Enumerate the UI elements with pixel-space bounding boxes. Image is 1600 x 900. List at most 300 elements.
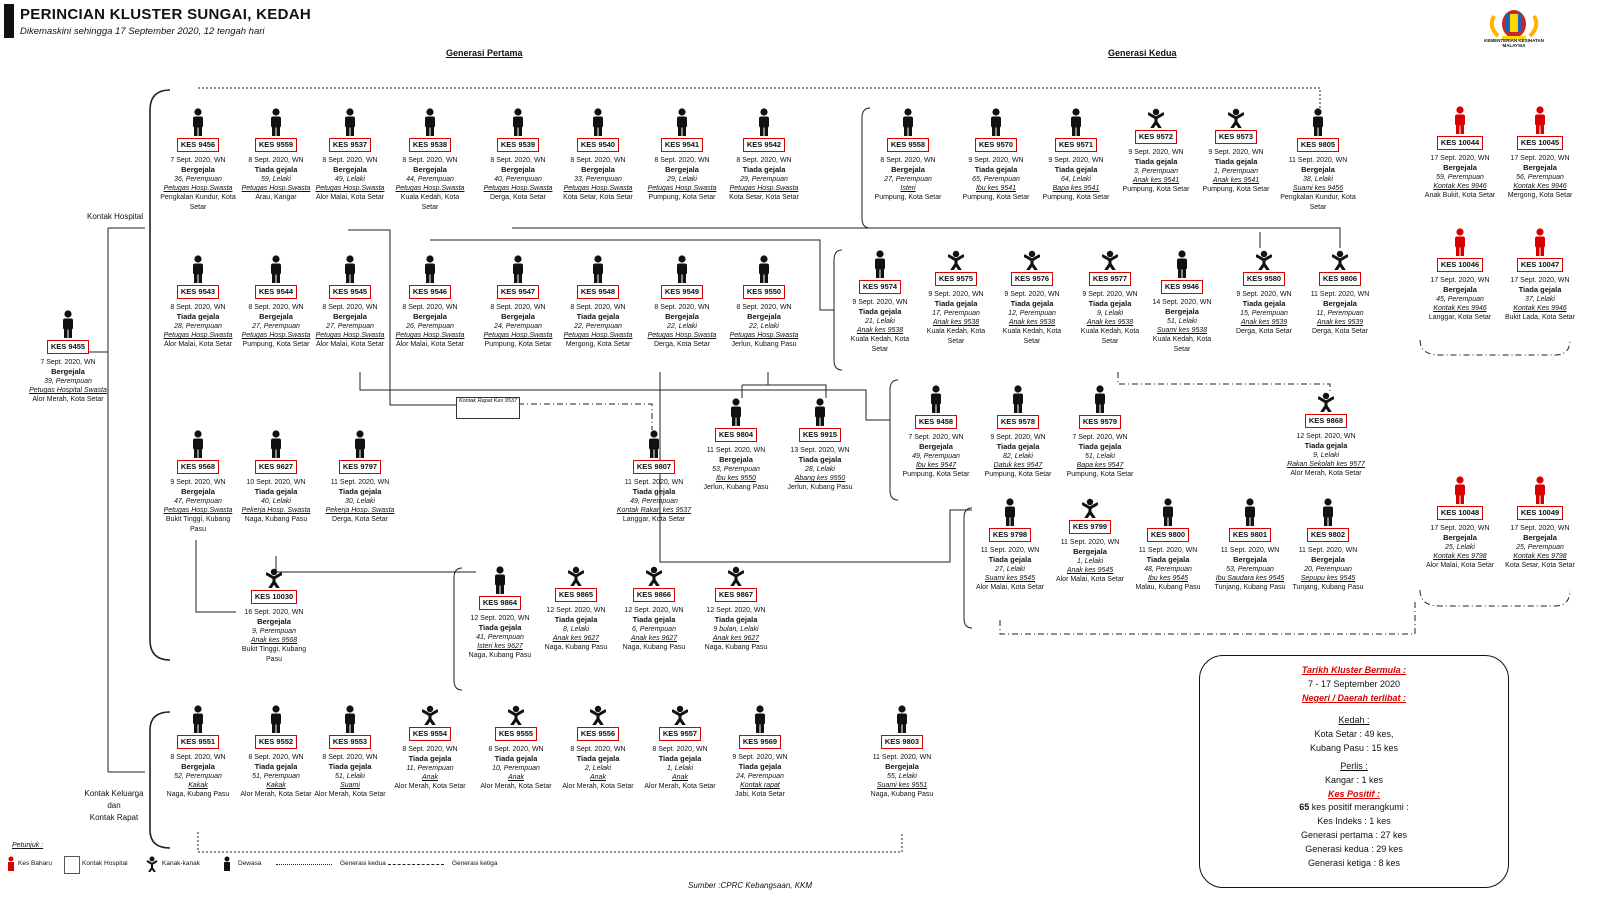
case-date: 14 Sept. 2020, WN — [1152, 298, 1212, 306]
new-case-icon — [1453, 106, 1467, 134]
case-relation: Petugas Hosp.Swasta — [647, 332, 717, 340]
adult-icon — [1243, 498, 1257, 526]
case-location: Tunjang, Kubang Pasu — [1214, 584, 1286, 592]
case-date: 9 Sept. 2020, WN — [968, 156, 1024, 164]
case-relation: Ibu kes 9541 — [975, 185, 1017, 193]
case-relation: Petugas Hosp.Swasta — [241, 332, 311, 340]
summary-dates: 7 - 17 September 2020 — [1307, 678, 1401, 689]
case-node — [238, 705, 314, 800]
case-node — [698, 398, 774, 493]
case-status: Tiada gejala — [338, 487, 382, 497]
case-location: Kota Setar, Kota Setar — [729, 194, 799, 202]
case-relation: Anak kes 9539 — [1316, 319, 1364, 327]
case-relation: Suami — [340, 782, 360, 790]
case-node — [480, 255, 556, 350]
new-case-icon — [1453, 476, 1467, 504]
case-node — [898, 385, 974, 480]
case-info: 28, Perempuan — [174, 323, 222, 331]
case-status: Tiada gejala — [1214, 157, 1258, 167]
case-id: KES 9558 — [887, 138, 929, 152]
case-status: Bergejala — [1443, 533, 1477, 543]
case-id: KES 9576 — [1011, 272, 1053, 286]
case-id: KES 9537 — [329, 138, 371, 152]
case-info: 49, Perempuan — [630, 498, 678, 506]
case-id: KES 9542 — [743, 138, 785, 152]
case-relation: Kakak — [188, 782, 208, 790]
adult-icon — [675, 255, 689, 283]
case-location: Bukit Lada, Kota Setar — [1504, 314, 1576, 322]
case-node — [642, 705, 718, 792]
case-date: 9 Sept. 2020, WN — [732, 753, 788, 761]
case-info: 20, Perempuan — [1304, 566, 1352, 574]
case-info: 59, Perempuan — [1436, 174, 1484, 182]
case-location: Langgar, Kota Setar — [622, 516, 686, 524]
case-date: 7 Sept. 2020, WN — [1072, 433, 1128, 441]
case-info: 53, Perempuan — [712, 466, 760, 474]
case-node — [616, 566, 692, 653]
case-node — [392, 255, 468, 350]
case-relation: Pekerja Hosp. Swasta — [325, 507, 395, 515]
case-status: Tiada gejala — [176, 312, 220, 322]
case-relation: Petugas Hosp.Swasta — [163, 332, 233, 340]
case-info: 11, Perempuan — [406, 765, 454, 773]
case-relation: Petugas Hosp.Swasta — [315, 332, 385, 340]
case-relation: Petugas Hosp.Swasta — [647, 185, 717, 193]
case-node — [238, 255, 314, 350]
case-location: Alor Merah, Kota Setar — [480, 783, 552, 791]
case-info: 56, Perempuan — [1516, 174, 1564, 182]
case-status: Bergejala — [919, 442, 953, 452]
adult-icon — [989, 108, 1003, 136]
case-node — [994, 250, 1070, 346]
case-id: KES 9572 — [1135, 130, 1177, 144]
case-info: 25, Lelaki — [1445, 544, 1475, 552]
case-status: Bergejala — [181, 762, 215, 772]
adult-icon — [1069, 108, 1083, 136]
case-date: 11 Sept. 2020, WN — [1138, 546, 1198, 554]
case-date: 8 Sept. 2020, WN — [736, 303, 792, 311]
case-date: 9 Sept. 2020, WN — [1082, 290, 1138, 298]
case-info: 11, Perempuan — [1316, 310, 1364, 318]
case-date: 11 Sept. 2020, WN — [980, 546, 1040, 554]
case-relation: Kontak Kes 9798 — [1513, 553, 1567, 561]
case-location: Naga, Kubang Pasu — [622, 644, 686, 652]
case-location: Langgar, Kota Setar — [1428, 314, 1492, 322]
case-status: Tiada gejala — [554, 615, 598, 625]
case-location: Bukit Tinggi, Kubang Pasu — [165, 516, 231, 533]
case-status: Bergejala — [257, 617, 291, 627]
summary-kedah-kubangpasu: Kubang Pasu : 15 kes — [1309, 742, 1399, 753]
case-node — [1130, 498, 1206, 593]
case-node — [238, 430, 314, 525]
case-info: 27, Lelaki — [995, 566, 1025, 574]
case-status: Tiada gejala — [714, 615, 758, 625]
case-date: 8 Sept. 2020, WN — [654, 156, 710, 164]
case-status: Bergejala — [1073, 547, 1107, 557]
case-id: KES 9577 — [1089, 272, 1131, 286]
case-node — [560, 255, 636, 350]
case-relation: Kontak rapat — [740, 782, 780, 790]
adult-icon — [343, 705, 357, 733]
case-relation: Petugas Hosp.Swasta — [729, 185, 799, 193]
case-node — [726, 255, 802, 350]
case-node — [478, 705, 554, 792]
case-status: Bergejala — [747, 312, 781, 322]
case-id: KES 9553 — [329, 735, 371, 749]
case-id: KES 9865 — [555, 588, 597, 602]
case-node — [322, 430, 398, 525]
case-relation: Anak — [672, 774, 688, 782]
case-info: 27, Perempuan — [326, 323, 374, 331]
case-info: 9, Lelaki — [1312, 452, 1340, 460]
adult-icon — [511, 108, 525, 136]
case-status: Bergejala — [181, 165, 215, 175]
case-node — [462, 566, 538, 661]
case-relation: Petugas Hosp.Swasta — [563, 185, 633, 193]
case-location: Alor Merah, Kota Setar — [314, 791, 386, 799]
child-icon — [1228, 108, 1244, 128]
case-id: KES 9575 — [935, 272, 977, 286]
case-status: Tiada gejala — [988, 555, 1032, 565]
case-relation: Anak kes 9541 — [1212, 177, 1260, 185]
case-relation: Ibu kes 9547 — [915, 462, 957, 470]
adult-icon — [423, 255, 437, 283]
case-relation: Anak kes 9627 — [712, 635, 760, 643]
child-icon — [1332, 250, 1348, 270]
case-info: 1, Perempuan — [1214, 168, 1258, 176]
case-info: 29, Perempuan — [740, 176, 788, 184]
case-date: 12 Sept. 2020, WN — [706, 606, 766, 614]
adult-icon — [61, 310, 75, 338]
summary-total — [1200, 801, 1508, 815]
case-relation: Petugas Hospital Swasta — [29, 387, 107, 395]
case-info: 82, Lelaki — [1003, 453, 1033, 461]
case-date: 7 Sept. 2020, WN — [40, 358, 96, 366]
case-location: Naga, Kubang Pasu — [468, 652, 532, 660]
case-date: 17 Sept. 2020, WN — [1430, 154, 1490, 162]
adult-icon — [191, 255, 205, 283]
case-id: KES 10046 — [1437, 258, 1483, 272]
summary-box — [1199, 655, 1509, 888]
child-icon — [1102, 250, 1118, 270]
case-node — [1212, 498, 1288, 593]
case-id: KES 9804 — [715, 428, 757, 442]
case-date: 11 Sept. 2020, WN — [706, 446, 766, 454]
case-info: 25, Perempuan — [1516, 544, 1564, 552]
case-status: Bergejala — [333, 312, 367, 322]
case-status: Bergejala — [501, 312, 535, 322]
case-location: Kuala Kedah, Kota Setar — [1080, 328, 1140, 345]
page-title: PERINCIAN KLUSTER SUNGAI, KEDAH — [20, 6, 311, 23]
gen2-line-icon — [276, 864, 332, 865]
case-status: Bergejala — [1523, 533, 1557, 543]
summary-gen1: Generasi pertama : 27 kes — [1300, 830, 1408, 841]
case-node — [480, 108, 556, 203]
case-status: Bergejala — [413, 312, 447, 322]
case-id: KES 9539 — [497, 138, 539, 152]
case-node — [782, 398, 858, 493]
case-node — [918, 250, 994, 346]
case-status: Tiada gejala — [1304, 441, 1348, 451]
case-location: Derga, Kota Setar — [1235, 328, 1293, 336]
case-info: 45, Perempuan — [1436, 296, 1484, 304]
case-relation: Kontak Rakan kes 9537 — [616, 507, 692, 515]
case-date: 9 Sept. 2020, WN — [1236, 290, 1292, 298]
source-note: Sumber :CPRC Kebangsaan, KKM — [688, 881, 813, 890]
case-status: Bergejala — [1443, 163, 1477, 173]
case-location: Alor Merah, Kota Setar — [32, 396, 104, 404]
case-info: 1, Lelaki — [666, 765, 694, 773]
case-date: 11 Sept. 2020, WN — [330, 478, 390, 486]
case-relation: Anak — [508, 774, 524, 782]
case-node — [698, 566, 774, 653]
case-id: KES 9798 — [989, 528, 1031, 542]
case-info: 40, Perempuan — [494, 176, 542, 184]
case-date: 8 Sept. 2020, WN — [654, 303, 710, 311]
case-status: Bergejala — [665, 165, 699, 175]
case-date: 9 Sept. 2020, WN — [1004, 290, 1060, 298]
case-id: KES 9580 — [1243, 272, 1285, 286]
adult-icon — [813, 398, 827, 426]
child-icon — [590, 705, 606, 725]
case-date: 8 Sept. 2020, WN — [402, 745, 458, 753]
case-date: 8 Sept. 2020, WN — [880, 156, 936, 164]
case-status: Bergejala — [51, 367, 85, 377]
case-info: 15, Perempuan — [1240, 310, 1288, 318]
adult-icon — [757, 108, 771, 136]
case-id: KES 9551 — [177, 735, 219, 749]
case-date: 17 Sept. 2020, WN — [1510, 524, 1570, 532]
case-status: Bergejala — [665, 312, 699, 322]
case-status: Tiada gejala — [798, 455, 842, 465]
case-location: Jerlun, Kubang Pasu — [787, 484, 853, 492]
case-status: Tiada gejala — [576, 312, 620, 322]
case-relation: Ibu Saudara kes 9545 — [1215, 575, 1285, 583]
case-info: 38, Lelaki — [1303, 176, 1333, 184]
case-relation: Petugas Hosp.Swasta — [483, 185, 553, 193]
adult-icon — [675, 108, 689, 136]
case-info: 49, Lelaki — [335, 176, 365, 184]
case-node — [1502, 476, 1578, 571]
case-status: Bergejala — [413, 165, 447, 175]
case-info: 51, Perempuan — [252, 773, 300, 781]
case-status: Bergejala — [1233, 555, 1267, 565]
child-icon — [146, 856, 158, 872]
case-date: 8 Sept. 2020, WN — [570, 303, 626, 311]
case-status: Bergejala — [259, 312, 293, 322]
adult-icon — [929, 385, 943, 413]
case-date: 12 Sept. 2020, WN — [470, 614, 530, 622]
case-info: 6, Perempuan — [632, 626, 676, 634]
summary-region-heading: Negeri / Daerah terlibat : — [1301, 692, 1407, 703]
case-location: Jerlun, Kubang Pasu — [703, 484, 769, 492]
case-id: KES 9807 — [633, 460, 675, 474]
case-info: 48, Perempuan — [1144, 566, 1192, 574]
adult-icon — [191, 430, 205, 458]
case-id: KES 9803 — [881, 735, 923, 749]
case-relation: Kontak Kes 9946 — [1433, 305, 1487, 313]
case-node — [238, 108, 314, 203]
case-info: 2, Lelaki — [584, 765, 612, 773]
case-relation: Anak kes 9627 — [552, 635, 600, 643]
case-relation: Kakak — [266, 782, 286, 790]
case-date: 8 Sept. 2020, WN — [402, 303, 458, 311]
case-date: 9 Sept. 2020, WN — [170, 478, 226, 486]
case-node — [870, 108, 946, 203]
adult-icon — [753, 705, 767, 733]
case-date: 8 Sept. 2020, WN — [490, 156, 546, 164]
case-status: Tiada gejala — [1146, 555, 1190, 565]
case-id: KES 9546 — [409, 285, 451, 299]
case-node — [1502, 228, 1578, 323]
adult-icon — [493, 566, 507, 594]
adult-icon — [591, 108, 605, 136]
case-date: 11 Sept. 2020, WN — [1060, 538, 1120, 546]
child-icon — [266, 568, 282, 588]
case-location: Alor Malai, Kota Setar — [1055, 576, 1125, 584]
case-id: KES 9801 — [1229, 528, 1271, 542]
summary-gen2: Generasi kedua : 29 kes — [1305, 844, 1403, 855]
adult-icon — [343, 108, 357, 136]
case-relation: Bapa kes 9541 — [1052, 185, 1100, 193]
case-id: KES 9579 — [1079, 415, 1121, 429]
gen3-line-icon — [388, 864, 444, 865]
case-node — [560, 705, 636, 792]
child-icon — [948, 250, 964, 270]
case-status: Tiada gejala — [858, 307, 902, 317]
case-date: 9 Sept. 2020, WN — [1048, 156, 1104, 164]
case-id: KES 9578 — [997, 415, 1039, 429]
adult-icon — [895, 705, 909, 733]
case-status: Tiada gejala — [1518, 285, 1562, 295]
case-status: Bergejala — [1323, 299, 1357, 309]
case-location: Kuala Kedah, Kota Setar — [926, 328, 986, 345]
case-date: 8 Sept. 2020, WN — [402, 156, 458, 164]
new-case-icon — [1533, 228, 1547, 256]
case-node — [726, 108, 802, 203]
case-location: Alor Merah, Kota Setar — [562, 783, 634, 791]
case-location: Jerlun, Kubang Pasu — [731, 341, 797, 349]
child-icon — [1318, 392, 1334, 412]
case-location: Pumpung, Kota Setar — [1202, 186, 1270, 194]
case-node — [1278, 392, 1374, 479]
case-location: Pumpung, Kota Setar — [874, 194, 942, 202]
case-id: KES 9915 — [799, 428, 841, 442]
case-relation: Anak — [422, 774, 438, 782]
case-node — [644, 255, 720, 350]
case-relation: Anak kes 9541 — [1132, 177, 1180, 185]
page-subtitle: Dikemaskini sehingga 17 September 2020, 12 tengah hari — [20, 26, 265, 37]
case-relation: Anak kes 9568 — [250, 637, 298, 645]
case-node — [1502, 106, 1578, 201]
adult-icon — [1161, 498, 1175, 526]
family-contact-line3: Kontak Rapat — [89, 813, 139, 822]
case-node — [1052, 498, 1128, 585]
case-location: Derga, Kota Setar — [1311, 328, 1369, 336]
child-icon — [646, 566, 662, 586]
case-location: Alor Malai, Kota Setar — [315, 341, 385, 349]
case-status: Tiada gejala — [494, 754, 538, 764]
case-status: Tiada gejala — [576, 754, 620, 764]
case-info: 21, Lelaki — [865, 318, 895, 326]
case-location: Kuala Kedah, Kota Setar — [400, 194, 460, 211]
case-node — [1422, 106, 1498, 201]
adult-icon — [1175, 250, 1189, 278]
case-id: KES 9544 — [255, 285, 297, 299]
case-info: 28, Lelaki — [805, 466, 835, 474]
case-date: 11 Sept. 2020, WN — [1310, 290, 1370, 298]
case-date: 8 Sept. 2020, WN — [248, 303, 304, 311]
case-status: Tiada gejala — [632, 487, 676, 497]
case-status: Tiada gejala — [1242, 299, 1286, 309]
case-node — [842, 250, 918, 354]
case-relation: Suami kes 9551 — [876, 782, 928, 790]
adult-icon — [757, 255, 771, 283]
case-info: 41, Perempuan — [476, 634, 524, 642]
case-info: 24, Perempuan — [494, 323, 542, 331]
case-id: KES 9547 — [497, 285, 539, 299]
case-id: KES 9569 — [739, 735, 781, 749]
case-node — [160, 430, 236, 534]
case-info: 17, Perempuan — [932, 310, 980, 318]
adult-icon — [1321, 498, 1335, 526]
child-icon — [1256, 250, 1272, 270]
case-date: 8 Sept. 2020, WN — [570, 156, 626, 164]
case-id: KES 9548 — [577, 285, 619, 299]
case-date: 17 Sept. 2020, WN — [1430, 524, 1490, 532]
case-relation: Kontak Kes 9946 — [1433, 183, 1487, 191]
legend-hospital: Kontak Hospital — [82, 860, 128, 867]
case-relation: Anak kes 9538 — [856, 327, 904, 335]
adult-icon — [1011, 385, 1025, 413]
case-date: 8 Sept. 2020, WN — [248, 156, 304, 164]
case-status: Tiada gejala — [742, 165, 786, 175]
case-location: Pumpung, Kota Setar — [1066, 471, 1134, 479]
case-status: Bergejala — [581, 165, 615, 175]
case-location: Pumpung, Kota Setar — [484, 341, 552, 349]
case-id: KES 10030 — [251, 590, 297, 604]
case-location: Pumpung, Kota Setar — [242, 341, 310, 349]
child-icon — [1082, 498, 1098, 518]
case-location: Pumpung, Kota Setar — [648, 194, 716, 202]
case-relation: Isteri — [900, 185, 916, 193]
case-status: Tiada gejala — [478, 623, 522, 633]
case-relation: Petugas Hosp.Swasta — [315, 185, 385, 193]
case-info: 33, Perempuan — [574, 176, 622, 184]
new-case-icon — [1453, 228, 1467, 256]
case-status: Tiada gejala — [254, 165, 298, 175]
case-date: 17 Sept. 2020, WN — [1430, 276, 1490, 284]
adult-icon — [1311, 108, 1325, 136]
case-info: 44, Perempuan — [406, 176, 454, 184]
child-icon — [728, 566, 744, 586]
case-status: Bergejala — [181, 487, 215, 497]
case-relation: Anak kes 9538 — [1008, 319, 1056, 327]
case-info: 30, Lelaki — [345, 498, 375, 506]
case-date: 7 Sept. 2020, WN — [908, 433, 964, 441]
case-id: KES 9866 — [633, 588, 675, 602]
case-relation: Petugas Hosp.Swasta — [163, 507, 233, 515]
case-node — [1280, 108, 1356, 212]
case-node — [644, 108, 720, 203]
case-info: 10, Perempuan — [492, 765, 540, 773]
new-case-icon — [6, 856, 16, 872]
case-location: Tunjang, Kubang Pasu — [1292, 584, 1364, 592]
case-location: Derga, Kota Setar — [653, 341, 711, 349]
case-info: 24, Perempuan — [736, 773, 784, 781]
case-id: KES 9627 — [255, 460, 297, 474]
case-relation: Abang kes 9550 — [794, 475, 846, 483]
